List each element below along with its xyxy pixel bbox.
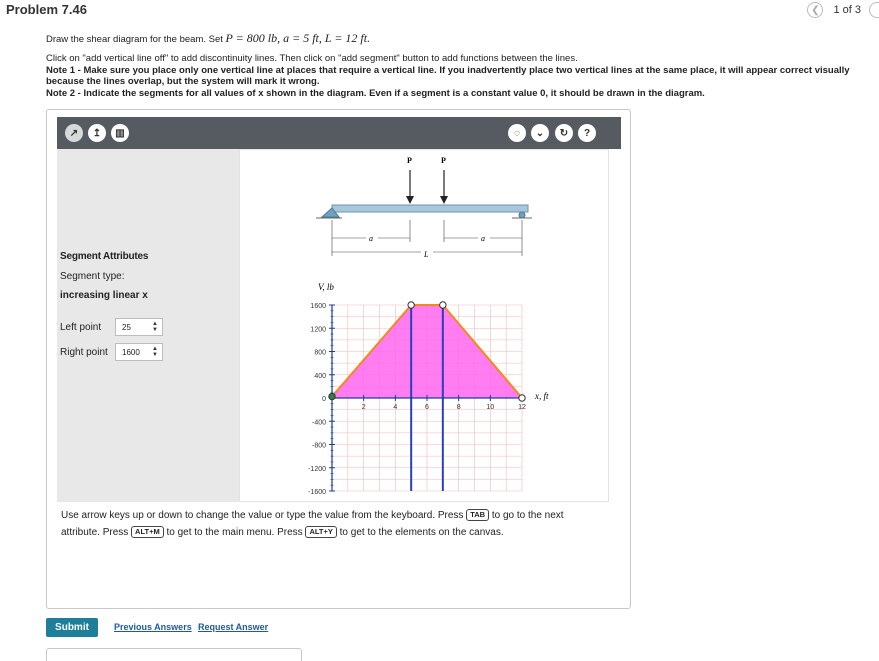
diagram-svg <box>240 150 608 501</box>
right-point-stepper[interactable] <box>115 343 163 361</box>
help-text: Use arrow keys up or down to change the value or type the value from the keyboard. Press <box>61 510 464 521</box>
chevron-left-icon: ❮ <box>811 4 820 16</box>
roller-support-icon <box>519 212 525 218</box>
segment-type-value: increasing linear x <box>60 290 148 301</box>
previous-answers-link[interactable]: Previous Answers <box>114 622 192 632</box>
chevron-down-icon: ⌄ <box>535 127 545 139</box>
more-menu-button[interactable] <box>531 124 549 142</box>
note-1-continued: because the lines overlap, but the system will mark it wrong. <box>46 76 320 87</box>
segment-attributes-panel <box>57 149 239 502</box>
beam-figure <box>316 156 532 259</box>
left-point-value: 25 <box>122 323 131 332</box>
instruction-math: P = 800 lb, a = 5 ft, L = 12 ft. <box>225 31 371 45</box>
submit-button[interactable]: Submit <box>46 618 98 637</box>
x-tick-label: 10 <box>486 404 495 411</box>
note-2: Note 2 - Indicate the segments for all values of x shown in the diagram. Even if a segment is a constant value 0, it should be drawn in the diagram. <box>46 88 705 99</box>
x-axis-label: x, ft <box>535 391 549 401</box>
help-text: to go to the next <box>491 510 564 521</box>
segment-endpoint-handle[interactable] <box>519 395 525 401</box>
left-point-label: Left point <box>60 322 102 333</box>
segment-endpoint-handle[interactable] <box>329 393 335 399</box>
kbd-tab: TAB <box>466 509 489 521</box>
beam <box>332 205 528 212</box>
request-answer-link[interactable]: Request Answer <box>198 622 269 632</box>
segment-tool-icon: ↗ <box>69 127 79 139</box>
problem-title: Problem 7.46 <box>6 2 87 17</box>
note-1: Note 1 - Make sure you place only one vertical line at places that require a vertical line. If you inadvertently place two vertical lines at the same place, it will appear correct visually <box>46 65 850 76</box>
right-point-label: Right point <box>60 347 108 358</box>
x-tick-label: 8 <box>456 404 461 411</box>
dim-label-a1: a <box>369 234 373 243</box>
dim-label-a2: a <box>481 234 485 243</box>
trash-icon: ▥ <box>115 127 125 139</box>
toolbar <box>57 117 621 149</box>
reset-icon: ↻ <box>559 127 569 139</box>
segment-endpoint-handle[interactable] <box>440 302 446 308</box>
y-axis-label: V, lb <box>318 282 334 292</box>
kbd-alt-y: ALT+Y <box>305 526 336 538</box>
y-tick-label: -400 <box>311 419 326 427</box>
vertical-line-tool-icon: ↥ <box>92 127 102 139</box>
left-point-stepper[interactable] <box>115 318 163 336</box>
y-tick-label: -1200 <box>308 465 326 473</box>
previous-problem-button[interactable] <box>807 2 823 18</box>
hint-button[interactable] <box>508 124 526 142</box>
kbd-alt-m: ALT+M <box>131 526 164 538</box>
segment-type-label: Segment type: <box>60 271 125 282</box>
dim-label-L: L <box>424 250 429 259</box>
arrow-head-icon <box>440 196 448 204</box>
next-problem-button[interactable] <box>869 2 879 18</box>
pager-text: 1 of 3 <box>833 4 861 16</box>
segment-attributes-title: Segment Attributes <box>60 251 149 262</box>
instruction-text: Draw the shear diagram for the beam. Set <box>46 34 223 45</box>
instruction-line-2: Click on "add vertical line off" to add discontinuity lines. Then click on "add segment" button to add functions between the lines. <box>46 53 578 64</box>
segment-endpoint-handle[interactable] <box>408 302 414 308</box>
help-icon: ? <box>583 127 591 139</box>
pager <box>807 0 879 20</box>
stepper-arrows-icon[interactable]: ▲ ▼ <box>152 346 158 358</box>
stepper-arrows-icon[interactable]: ▲ ▼ <box>152 321 158 333</box>
x-tick-label: 2 <box>361 404 366 411</box>
load-label-1: P <box>407 156 412 165</box>
y-tick-label: 1200 <box>310 326 326 334</box>
load-label-2: P <box>441 156 446 165</box>
y-tick-label: 800 <box>314 349 326 357</box>
delete-button[interactable] <box>111 124 129 142</box>
add-segment-button[interactable] <box>65 124 83 142</box>
help-text: attribute. Press <box>61 527 129 538</box>
x-tick-label: 6 <box>425 404 429 411</box>
help-text: to get to the main menu. Press <box>166 527 303 538</box>
x-tick-label: 4 <box>393 404 398 411</box>
help-button[interactable] <box>578 124 596 142</box>
y-tick-label: -800 <box>311 442 326 450</box>
y-tick-label: -1600 <box>308 489 326 496</box>
y-tick-label: 1600 <box>310 303 326 310</box>
arrow-head-icon <box>406 196 414 204</box>
right-point-value: 1600 <box>122 348 140 357</box>
add-vertical-line-button[interactable] <box>88 124 106 142</box>
lightbulb-icon: ◌ <box>514 127 520 139</box>
y-tick-label: 0 <box>322 396 326 403</box>
help-text: to get to the elements on the canvas. <box>339 527 504 538</box>
keyboard-help <box>61 507 601 541</box>
shear-diagram-widget <box>46 109 631 609</box>
x-tick-label: 12 <box>518 404 526 411</box>
next-part-card <box>46 648 302 661</box>
y-tick-label: 400 <box>314 372 326 380</box>
instruction-line-1 <box>46 33 370 45</box>
reset-button[interactable] <box>555 124 573 142</box>
drawing-canvas[interactable] <box>239 149 609 502</box>
